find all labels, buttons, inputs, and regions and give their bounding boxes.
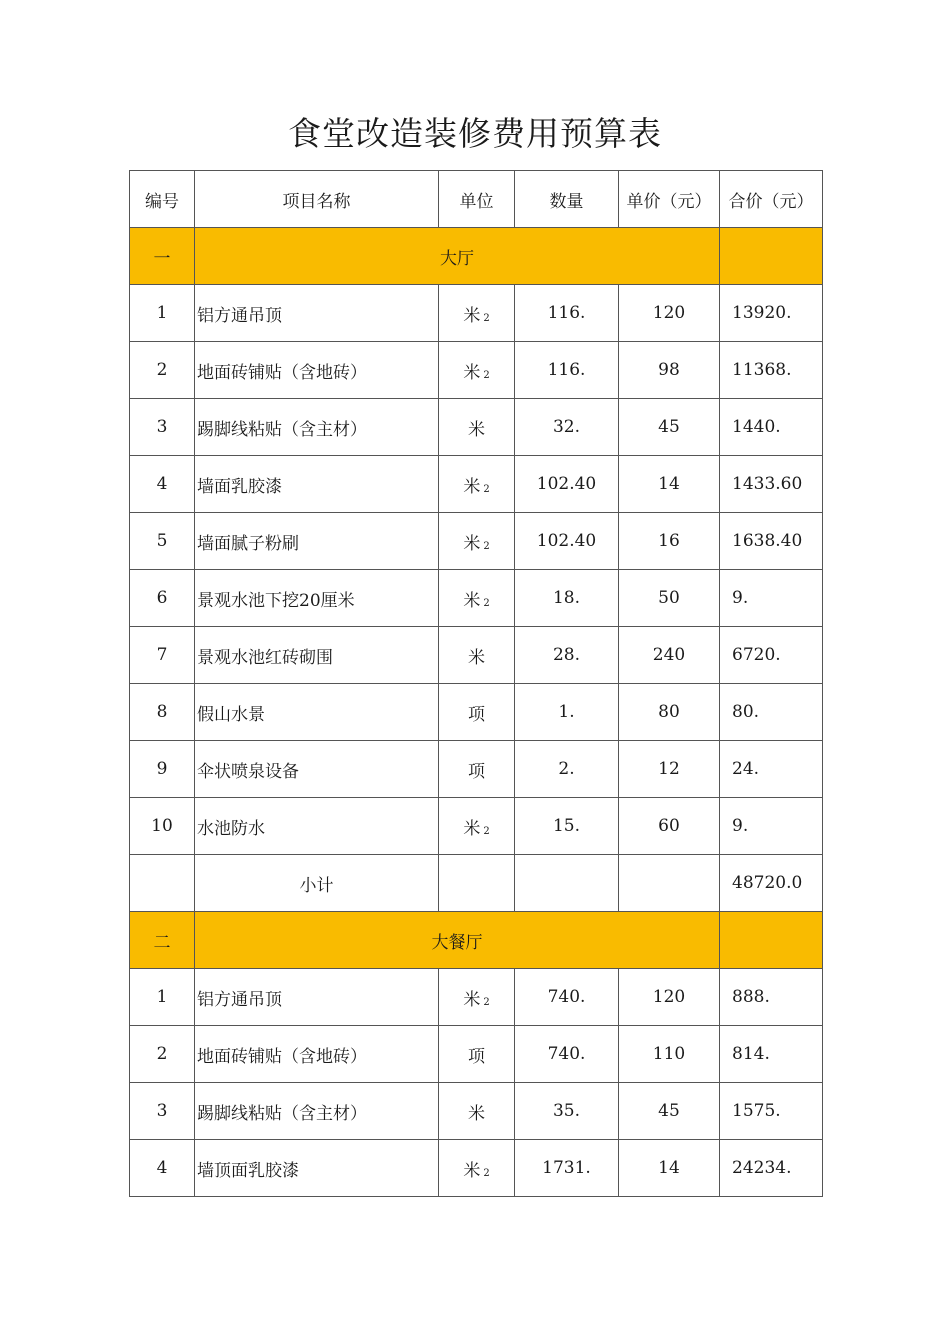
- unit-text: 项: [468, 1046, 485, 1067]
- item-unit-price: 14: [619, 456, 720, 513]
- item-quantity: 102.40: [515, 513, 619, 570]
- unit-text: 项: [468, 761, 485, 782]
- item-total: 1638.40: [720, 513, 823, 570]
- table-row: [130, 798, 823, 855]
- item-number: 8: [130, 684, 195, 741]
- item-number: 5: [130, 513, 195, 570]
- item-name: 假山水景: [195, 684, 439, 741]
- item-name: 铝方通吊顶: [195, 969, 439, 1026]
- header-unit: 单位: [439, 171, 515, 228]
- unit-text: 米: [463, 989, 481, 1010]
- item-total: 1433.60: [720, 456, 823, 513]
- item-quantity: 35.: [515, 1083, 619, 1140]
- unit-superscript: 2: [483, 996, 490, 1008]
- header-total: 合价（元）: [720, 171, 823, 228]
- table-row: [130, 456, 823, 513]
- item-unit: [439, 513, 515, 570]
- unit-superscript: 2: [483, 483, 490, 495]
- budget-table: [129, 170, 823, 1197]
- item-total: 888.: [720, 969, 823, 1026]
- header-row: [130, 171, 823, 228]
- item-quantity: 28.: [515, 627, 619, 684]
- header-no: 编号: [130, 171, 195, 228]
- item-total: 13920.: [720, 285, 823, 342]
- subtotal-empty: [515, 855, 619, 912]
- item-quantity: 1731.: [515, 1140, 619, 1197]
- table-row: [130, 513, 823, 570]
- item-number: 2: [130, 342, 195, 399]
- item-unit: [439, 969, 515, 1026]
- item-number: 4: [130, 1140, 195, 1197]
- section-name: 大餐厅: [195, 912, 720, 969]
- item-number: 4: [130, 456, 195, 513]
- item-name: 地面砖铺贴（含地砖）: [195, 1026, 439, 1083]
- item-unit: [439, 741, 515, 798]
- section-total-cell: [720, 228, 823, 285]
- table-row: [130, 399, 823, 456]
- item-unit-price: 120: [619, 285, 720, 342]
- unit-text: 米: [463, 362, 481, 383]
- item-name: 墙面腻子粉刷: [195, 513, 439, 570]
- item-total: 1440.: [720, 399, 823, 456]
- unit-text: 米: [463, 305, 481, 326]
- item-unit: [439, 798, 515, 855]
- item-quantity: 15.: [515, 798, 619, 855]
- item-unit: [439, 456, 515, 513]
- item-name: 踢脚线粘贴（含主材）: [195, 399, 439, 456]
- table-row: [130, 570, 823, 627]
- table-row: [130, 627, 823, 684]
- section-row: [130, 912, 823, 969]
- item-number: 2: [130, 1026, 195, 1083]
- item-quantity: 1.: [515, 684, 619, 741]
- item-unit: [439, 627, 515, 684]
- section-total-cell: [720, 912, 823, 969]
- item-total: 24.: [720, 741, 823, 798]
- item-unit: [439, 1083, 515, 1140]
- item-name: 铝方通吊顶: [195, 285, 439, 342]
- item-total: 814.: [720, 1026, 823, 1083]
- unit-superscript: 2: [483, 597, 490, 609]
- header-name: 项目名称: [195, 171, 439, 228]
- item-number: 7: [130, 627, 195, 684]
- item-name: 水池防水: [195, 798, 439, 855]
- unit-text: 米: [463, 1160, 481, 1181]
- unit-text: 米: [463, 818, 481, 839]
- item-unit-price: 14: [619, 1140, 720, 1197]
- item-unit-price: 50: [619, 570, 720, 627]
- table-row: [130, 285, 823, 342]
- header-qty: 数量: [515, 171, 619, 228]
- unit-superscript: 2: [483, 312, 490, 324]
- unit-superscript: 2: [483, 825, 490, 837]
- section-number: 一: [130, 228, 195, 285]
- item-unit-price: 80: [619, 684, 720, 741]
- item-quantity: 18.: [515, 570, 619, 627]
- subtotal-row: [130, 855, 823, 912]
- item-number: 1: [130, 285, 195, 342]
- item-quantity: 102.40: [515, 456, 619, 513]
- subtotal-empty: [439, 855, 515, 912]
- item-total: 24234.: [720, 1140, 823, 1197]
- item-total: 11368.: [720, 342, 823, 399]
- unit-superscript: 2: [483, 369, 490, 381]
- item-unit: [439, 342, 515, 399]
- item-total: 9.: [720, 798, 823, 855]
- unit-text: 米: [463, 590, 481, 611]
- item-unit-price: 120: [619, 969, 720, 1026]
- item-name: 伞状喷泉设备: [195, 741, 439, 798]
- unit-text: 米: [468, 647, 485, 668]
- table-row: [130, 1026, 823, 1083]
- table-row: [130, 684, 823, 741]
- item-name: 墙顶面乳胶漆: [195, 1140, 439, 1197]
- header-price: 单价（元）: [619, 171, 720, 228]
- item-unit-price: 16: [619, 513, 720, 570]
- section-name: 大厅: [195, 228, 720, 285]
- section-row: [130, 228, 823, 285]
- subtotal-label: 小计: [195, 855, 439, 912]
- unit-superscript: 2: [483, 1167, 490, 1179]
- item-number: 1: [130, 969, 195, 1026]
- item-unit-price: 12: [619, 741, 720, 798]
- item-name: 景观水池下挖20厘米: [195, 570, 439, 627]
- item-number: 10: [130, 798, 195, 855]
- item-unit: [439, 570, 515, 627]
- item-unit-price: 98: [619, 342, 720, 399]
- item-quantity: 32.: [515, 399, 619, 456]
- unit-text: 米: [463, 533, 481, 554]
- item-unit: [439, 285, 515, 342]
- page-title: 食堂改造装修费用预算表: [288, 114, 662, 153]
- table-row: [130, 969, 823, 1026]
- table-row: [130, 342, 823, 399]
- subtotal-empty: [619, 855, 720, 912]
- item-unit-price: 60: [619, 798, 720, 855]
- item-quantity: 2.: [515, 741, 619, 798]
- item-unit-price: 110: [619, 1026, 720, 1083]
- item-quantity: 116.: [515, 285, 619, 342]
- subtotal-value: 48720.0: [720, 855, 823, 912]
- item-unit: [439, 1026, 515, 1083]
- item-total: 80.: [720, 684, 823, 741]
- section-number: 二: [130, 912, 195, 969]
- item-unit: [439, 684, 515, 741]
- item-number: 3: [130, 399, 195, 456]
- item-unit: [439, 1140, 515, 1197]
- item-unit-price: 240: [619, 627, 720, 684]
- item-total: 6720.: [720, 627, 823, 684]
- item-quantity: 116.: [515, 342, 619, 399]
- item-total: 9.: [720, 570, 823, 627]
- item-unit-price: 45: [619, 399, 720, 456]
- item-name: 景观水池红砖砌围: [195, 627, 439, 684]
- table-row: [130, 741, 823, 798]
- item-total: 1575.: [720, 1083, 823, 1140]
- item-unit-price: 45: [619, 1083, 720, 1140]
- item-number: 6: [130, 570, 195, 627]
- item-name: 踢脚线粘贴（含主材）: [195, 1083, 439, 1140]
- item-name: 地面砖铺贴（含地砖）: [195, 342, 439, 399]
- item-name: 墙面乳胶漆: [195, 456, 439, 513]
- unit-text: 项: [468, 704, 485, 725]
- item-number: 3: [130, 1083, 195, 1140]
- item-quantity: 740.: [515, 969, 619, 1026]
- unit-superscript: 2: [483, 540, 490, 552]
- unit-text: 米: [463, 476, 481, 497]
- subtotal-empty: [130, 855, 195, 912]
- item-unit: [439, 399, 515, 456]
- table-row: [130, 1083, 823, 1140]
- item-number: 9: [130, 741, 195, 798]
- unit-text: 米: [468, 419, 485, 440]
- unit-text: 米: [468, 1103, 485, 1124]
- table-row: [130, 1140, 823, 1197]
- item-quantity: 740.: [515, 1026, 619, 1083]
